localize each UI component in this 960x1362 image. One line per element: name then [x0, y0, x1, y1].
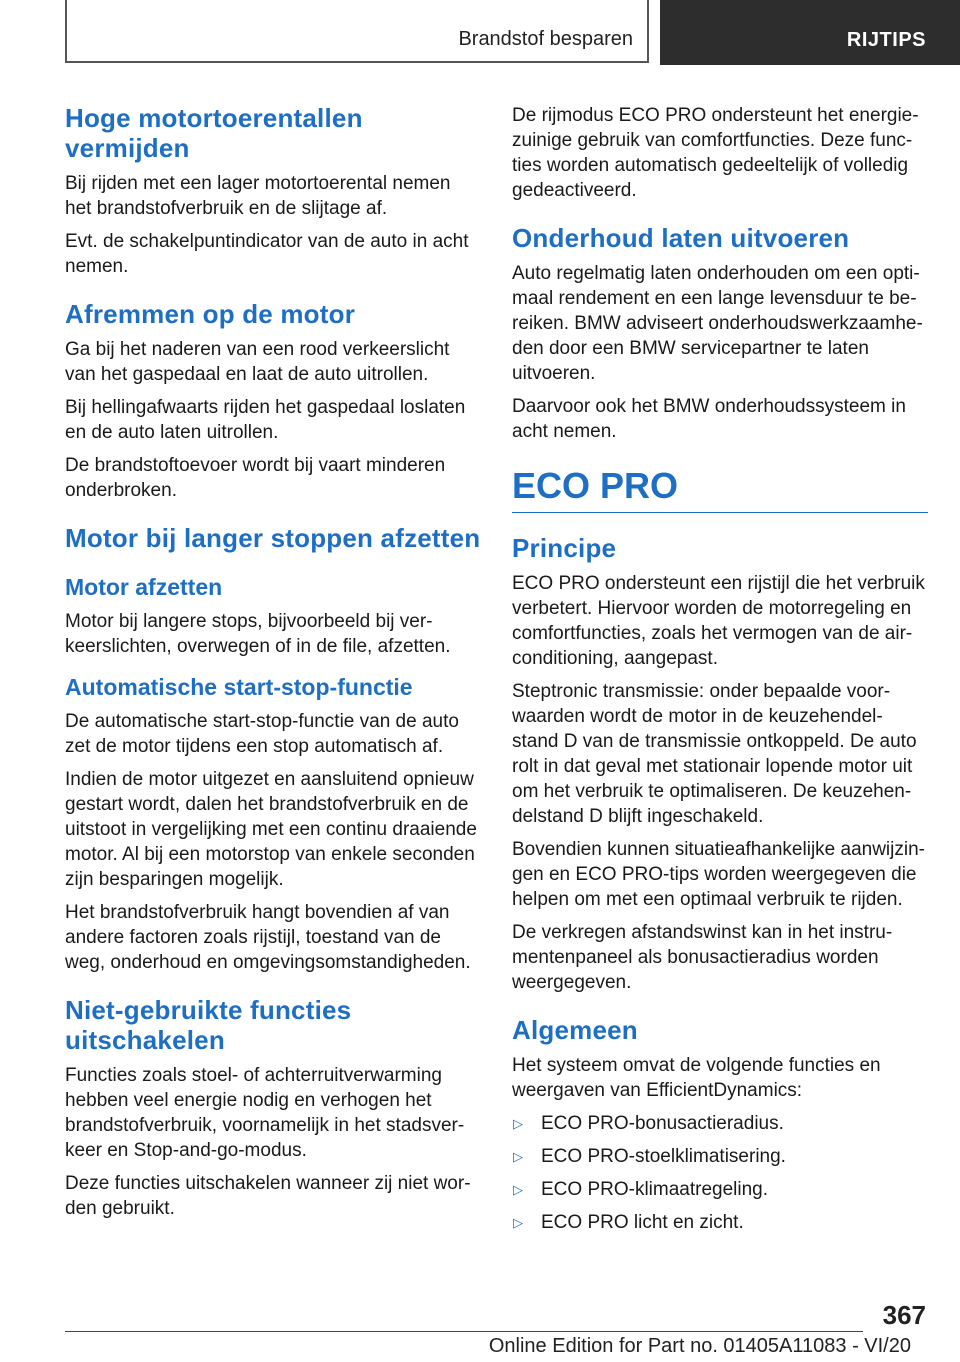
- header-chapter-tab: [660, 0, 960, 65]
- paragraph: [512, 679, 928, 829]
- heading-line: Hoge motortoerentallen: [65, 103, 363, 133]
- text-line: zet de motor tijdens een stop automatisch af.: [65, 736, 444, 757]
- paragraph: [65, 453, 481, 503]
- text-line: uitstoot in vergelijking met een continu draaiende: [65, 819, 477, 840]
- text-line: gen en ECO PRO-tips worden weergegeven die: [512, 864, 917, 885]
- text-line: rolt in dat geval met stationair lopende motor uit: [512, 756, 913, 777]
- list-item-text: ECO PRO-klimaatregeling.: [541, 1179, 769, 1200]
- text-line: Bij rijden met een lager motortoerental nemen: [65, 173, 451, 194]
- paragraph: [512, 261, 928, 386]
- paragraph: [512, 837, 928, 912]
- paragraph: [65, 609, 481, 659]
- text-line: onderbroken.: [65, 480, 177, 501]
- text-line: Daarvoor ook het BMW onderhoudssysteem in: [512, 396, 906, 417]
- text-line: om het verbruik te optimaliseren. De keuzehen-: [512, 781, 912, 802]
- page-number: 367: [882, 1300, 926, 1330]
- text-line: helpen om met een optimaal verbruik te rijden.: [512, 889, 903, 910]
- heading-algemeen: Algemeen: [512, 1015, 638, 1045]
- header-section-frame: [65, 0, 649, 63]
- subheading-start-stop-functie: Automatische start-stop-functie: [65, 674, 413, 700]
- text-line: nemen.: [65, 256, 129, 277]
- list-item-text: ECO PRO licht en zicht.: [541, 1212, 744, 1233]
- text-line: het brandstofverbruik en de slijtage af.: [65, 198, 388, 219]
- function-list: [512, 1111, 928, 1235]
- text-line: De brandstoftoevoer wordt bij vaart minderen: [65, 455, 446, 476]
- text-line: verbetert. Hiervoor worden de motorregeling en: [512, 598, 912, 619]
- heading-line: vermijden: [65, 133, 190, 163]
- text-line: acht nemen.: [512, 421, 617, 442]
- text-line: weg, onderhoud en omgevingsomstandigheden.: [65, 952, 471, 973]
- text-line: Bij hellingafwaarts rijden het gaspedaal loslaten: [65, 397, 466, 418]
- heading-niet-gebruikte-functies: [65, 995, 481, 1055]
- subheading-motor-afzetten: Motor afzetten: [65, 574, 223, 600]
- heading-line: uitschakelen: [65, 1025, 225, 1055]
- text-line: Functies zoals stoel- of achterruitverwarming: [65, 1065, 442, 1086]
- text-line: zijn besparingen mogelijk.: [65, 869, 284, 890]
- text-line: Bovendien kunnen situatieafhankelijke aanwijzin-: [512, 839, 925, 860]
- text-line: Ga bij het naderen van een rood verkeerslicht: [65, 339, 450, 360]
- text-line: De automatische start-stop-functie van de auto: [65, 711, 459, 732]
- header-section-title: Brandstof besparen: [458, 28, 633, 50]
- text-line: Motor bij langere stops, bijvoorbeeld bij ver-: [65, 611, 433, 632]
- text-line: den gebruikt.: [65, 1198, 175, 1219]
- page-header: [0, 0, 960, 66]
- heading-motor-bij-langer-stoppen: Motor bij langer stoppen afzetten: [65, 523, 481, 553]
- paragraph: [65, 395, 481, 445]
- text-line: keerslichten, overwegen of in de file, afzetten.: [65, 636, 451, 657]
- right-column: [512, 103, 928, 1243]
- heading-hoge-motortoerentallen: [65, 103, 481, 163]
- paragraph: [512, 394, 928, 444]
- text-line: reiken. BMW adviseert onderhoudswerkzaamhe-: [512, 313, 923, 334]
- paragraph: [65, 337, 481, 387]
- left-column: [65, 103, 481, 1221]
- paragraph: [512, 1053, 928, 1103]
- triangle-bullet-icon: ▷: [513, 1182, 523, 1197]
- paragraph: [512, 920, 928, 995]
- text-line: keer en Stop-and-go-modus.: [65, 1140, 307, 1161]
- text-line: De verkregen afstandswinst kan in het instru-: [512, 922, 893, 943]
- paragraph: [65, 1171, 481, 1221]
- paragraph: [65, 171, 481, 221]
- paragraph: [65, 229, 481, 279]
- text-line: andere factoren zoals rijstijl, toestand van de: [65, 927, 441, 948]
- text-line: ECO PRO ondersteunt een rijstijl die het verbruik: [512, 573, 925, 594]
- list-item-text: ECO PRO-stoelklimatisering.: [541, 1146, 786, 1167]
- text-line: De rijmodus ECO PRO ondersteunt het energie-: [512, 105, 919, 126]
- heading-principe: Principe: [512, 533, 617, 563]
- triangle-bullet-icon: ▷: [513, 1149, 523, 1164]
- paragraph: [512, 103, 928, 203]
- text-line: zuinige gebruik van comfortfuncties. Deze func-: [512, 130, 913, 151]
- triangle-bullet-icon: ▷: [513, 1116, 523, 1131]
- text-line: motor. Al bij een motorstop van enkele seconden: [65, 844, 475, 865]
- text-line: comfortfuncties, zoals het vermogen van de air-: [512, 623, 913, 644]
- text-line: waarden wordt de motor in de keuzehendel-: [512, 706, 883, 727]
- text-line: uitvoeren.: [512, 363, 596, 384]
- text-line: Steptronic transmissie: onder bepaalde voor-: [512, 681, 891, 702]
- list-item: [512, 1210, 928, 1235]
- paragraph: [65, 1063, 481, 1163]
- text-line: den door een BMW servicepartner te laten: [512, 338, 869, 359]
- paragraph: [65, 900, 481, 975]
- text-line: ties worden automatisch gedeeltelijk of volledig: [512, 155, 909, 176]
- paragraph: [65, 767, 481, 892]
- paragraph: [512, 571, 928, 671]
- paragraph: [65, 709, 481, 759]
- footer-divider: [65, 1331, 863, 1332]
- text-line: mentenpaneel als bonusactieradius worden: [512, 947, 879, 968]
- text-line: weergegeven.: [512, 972, 632, 993]
- text-line: stand D van de transmissie ontkoppeld. De auto: [512, 731, 917, 752]
- chapter-heading-block: [512, 464, 928, 513]
- text-line: brandstofverbruik, voornamelijk in het stadsver-: [65, 1115, 465, 1136]
- footer-edition-text: Online Edition for Part no. 01405A11083 - VI/20: [488, 1335, 911, 1357]
- text-line: conditioning, aangepast.: [512, 648, 718, 669]
- chapter-title-eco-pro: ECO PRO: [512, 465, 679, 506]
- text-line: delstand D blijft ingeschakeld.: [512, 806, 764, 827]
- text-line: gedeactiveerd.: [512, 180, 637, 201]
- heading-onderhoud-laten-uitvoeren: Onderhoud laten uitvoeren: [512, 223, 850, 253]
- list-item: [512, 1177, 928, 1202]
- list-item: [512, 1144, 928, 1169]
- header-chapter-label: RIJTIPS: [846, 29, 926, 51]
- text-line: gestart wordt, dalen het brandstofverbruik en de: [65, 794, 469, 815]
- text-line: maal rendement en een lange levensduur te be-: [512, 288, 917, 309]
- page-footer: [0, 1300, 960, 1362]
- text-line: Deze functies uitschakelen wanneer zij niet wor-: [65, 1173, 471, 1194]
- text-line: Indien de motor uitgezet en aansluitend opnieuw: [65, 769, 474, 790]
- heading-afremmen-op-de-motor: Afremmen op de motor: [65, 299, 356, 329]
- text-line: Evt. de schakelpuntindicator van de auto in acht: [65, 231, 469, 252]
- list-item: [512, 1111, 928, 1136]
- text-line: Het brandstofverbruik hangt bovendien af van: [65, 902, 450, 923]
- text-line: van het gaspedaal en laat de auto uitrollen.: [65, 364, 429, 385]
- triangle-bullet-icon: ▷: [513, 1215, 523, 1230]
- text-line: weergaven van EfficientDynamics:: [512, 1080, 803, 1101]
- text-line: en de auto laten uitrollen.: [65, 422, 279, 443]
- text-line: Auto regelmatig laten onderhouden om een opti-: [512, 263, 920, 284]
- list-item-text: ECO PRO-bonusactieradius.: [541, 1113, 784, 1134]
- heading-line: Niet-gebruikte functies: [65, 995, 352, 1025]
- text-line: hebben veel energie nodig en verhogen het: [65, 1090, 432, 1111]
- text-line: Het systeem omvat de volgende functies en: [512, 1055, 881, 1076]
